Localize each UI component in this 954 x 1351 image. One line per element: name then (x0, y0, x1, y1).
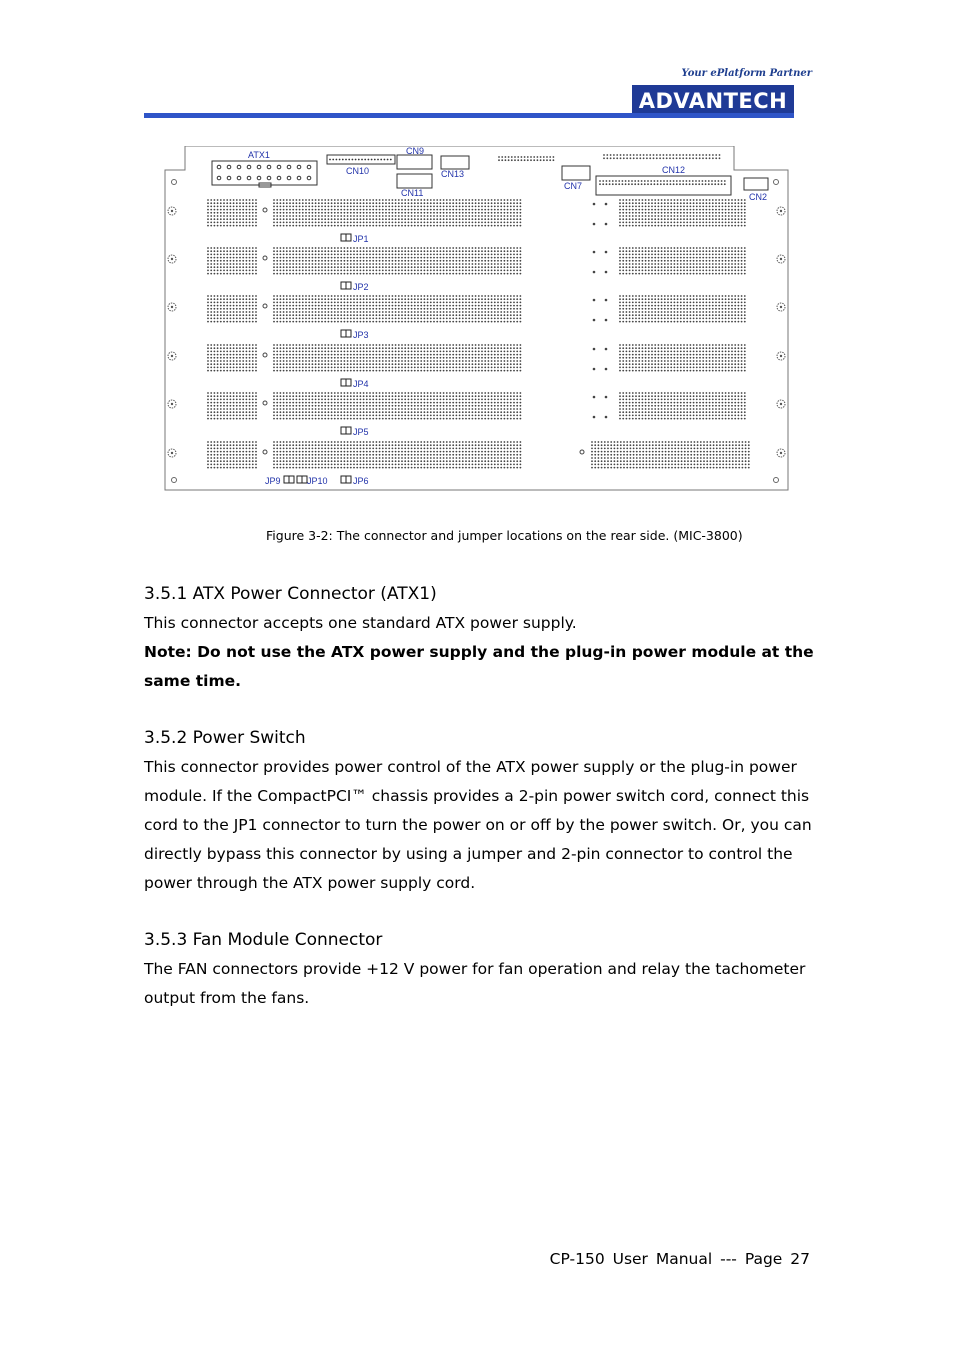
page-footer: CP-150 User Manual --- Page 27 (549, 1250, 810, 1268)
label-jp1: JP1 (353, 234, 369, 244)
mount-hole (777, 449, 785, 457)
mount-hole (168, 303, 176, 311)
jumper (297, 476, 307, 483)
cn9-connector (397, 155, 432, 169)
mount-hole (777, 400, 785, 408)
atx1-connector (212, 161, 317, 185)
jumper (341, 330, 351, 337)
label-cn7: CN7 (564, 181, 583, 191)
pin-array (619, 392, 746, 419)
jumper (341, 427, 351, 434)
pin-array (207, 441, 257, 468)
cn7-connector (562, 166, 590, 180)
pin-array (273, 344, 521, 371)
pin-array (207, 344, 257, 371)
board-outline (165, 146, 788, 490)
label-cn10: CN10 (346, 166, 370, 176)
jumper (341, 234, 351, 241)
logo-text: ADVANTECH (638, 88, 788, 113)
section-body-fan: The FAN connectors provide +12 V power for fan operation and relay the tachometer output from the fans. (144, 960, 806, 1007)
pin-array (207, 247, 257, 274)
section-body-atx: This connector accepts one standard ATX power supply. (144, 614, 577, 632)
cn2-connector (744, 178, 768, 190)
header-rule (144, 113, 794, 118)
label-jp5: JP5 (353, 427, 369, 437)
pin-array (599, 180, 726, 185)
section-title-power-switch: 3.5.2 Power Switch (144, 728, 306, 748)
mount-hole (777, 255, 785, 263)
pin-array (207, 199, 257, 226)
cn13-connector (441, 156, 469, 169)
section-title-atx: 3.5.1 ATX Power Connector (ATX1) (144, 584, 437, 604)
pin-array (273, 247, 521, 274)
label-cn9: CN9 (406, 146, 425, 156)
label-jp4: JP4 (353, 379, 369, 389)
pin-array (603, 154, 720, 159)
mount-hole (168, 352, 176, 360)
mount-hole (777, 207, 785, 215)
pin-array (207, 295, 257, 322)
pin-array (273, 199, 521, 226)
pin-array (619, 247, 746, 274)
advantech-logo (632, 85, 794, 116)
label-cn2: CN2 (749, 192, 768, 202)
pin-array (273, 392, 521, 419)
pin-array (273, 295, 521, 322)
pin-array (619, 295, 746, 322)
label-jp9: JP9 (265, 476, 281, 486)
label-jp10: JP10 (307, 476, 328, 486)
label-cn13: CN13 (441, 169, 465, 179)
pin-array (619, 344, 746, 371)
label-jp2: JP2 (353, 282, 369, 292)
label-cn11: CN11 (401, 188, 424, 198)
figure-caption: Figure 3-2: The connector and jumper locations on the rear side. (MIC-3800) (266, 528, 743, 543)
mount-hole (777, 352, 785, 360)
mount-hole (168, 207, 176, 215)
label-jp3: JP3 (353, 330, 369, 340)
section-title-fan: 3.5.3 Fan Module Connector (144, 930, 383, 950)
pin-array (591, 441, 750, 468)
mount-hole (168, 400, 176, 408)
mount-hole (168, 255, 176, 263)
mount-hole (168, 449, 176, 457)
section-note-atx: Note: Do not use the ATX power supply and the plug-in power module at the same time. (144, 643, 814, 690)
cn11-connector (397, 174, 432, 188)
cn12-connector (596, 176, 731, 195)
header-tagline: Your ePlatform Partner (681, 68, 812, 79)
jumper (341, 476, 351, 483)
mount-hole (777, 303, 785, 311)
jumper (284, 476, 294, 483)
label-atx1: ATX1 (248, 150, 270, 160)
pin-array (207, 392, 257, 419)
section-body-power-switch: This connector provides power control of the ATX power supply or the plug-in power module. If the CompactPCI™ chassis provides a 2-pin power switch cord, connect this cord to the JP1 connector to turn the power on or off by the power switch. Or, you can directly bypass this connector by using a jumper and 2-pin connector to control the power through the ATX power supply cord. (144, 758, 812, 892)
label-cn12: CN12 (662, 165, 686, 175)
jumper (341, 379, 351, 386)
jumper (341, 282, 351, 289)
pin-array (619, 199, 746, 226)
pin-array (498, 156, 554, 161)
backplane-diagram (164, 146, 790, 492)
pin-array (273, 441, 521, 468)
label-jp6: JP6 (353, 476, 369, 486)
